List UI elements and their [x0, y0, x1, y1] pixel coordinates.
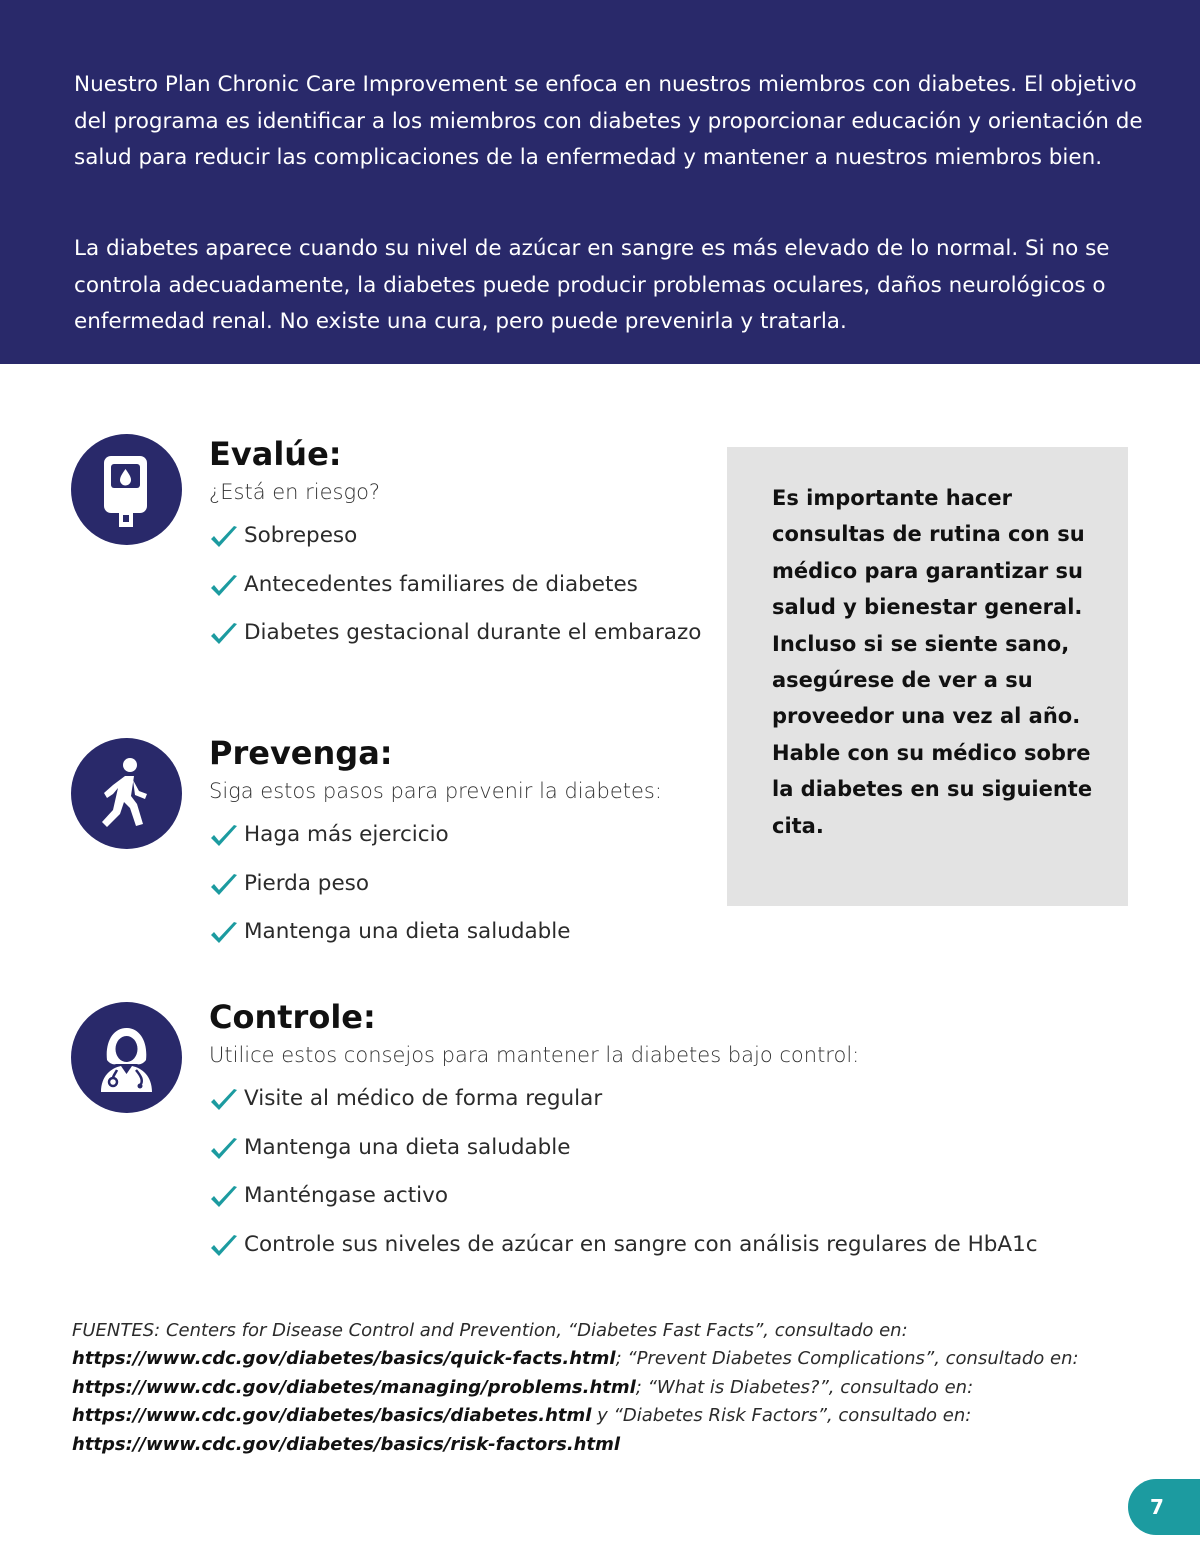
sources-prefix: FUENTES: Centers for Disease Control and Prevention, “Diabetes Fast Facts”, consultado en:: [72, 1320, 908, 1341]
source-link[interactable]: https://www.cdc.gov/diabetes/basics/risk-factors.html: [72, 1433, 621, 1455]
list-item-label: Manténgase activo: [244, 1183, 448, 1208]
glucose-meter-icon: [71, 434, 182, 545]
section-title: Evalúe:: [209, 435, 342, 473]
section-subtitle: ¿Está en riesgo?: [209, 480, 381, 504]
list-item: [209, 1075, 1089, 1124]
source-link[interactable]: https://www.cdc.gov/diabetes/managing/problems.html: [72, 1376, 636, 1398]
callout-box: [727, 447, 1128, 906]
checkmark-icon: [209, 823, 239, 849]
list-item-label: Haga más ejercicio: [244, 822, 449, 847]
source-link[interactable]: https://www.cdc.gov/diabetes/basics/quick-facts.html: [72, 1348, 616, 1370]
checkmark-icon: [209, 573, 239, 599]
list-item-label: Antecedentes familiares de diabetes: [244, 571, 638, 597]
checkmark-icon: [209, 621, 239, 647]
checkmark-icon: [209, 1136, 239, 1162]
intro-paragraph-1: Nuestro Plan Chronic Care Improvement se enfoca en nuestros miembros con diabetes. El objetivo del programa es identificar a los miembros con diabetes y proporcionar educación y orientación de salud para reducir las complicaciones de la enfermedad y mantener a nuestros miembros bien.: [74, 72, 1143, 170]
section-subtitle: Utilice estos consejos para mantener la diabetes bajo control:: [209, 1043, 860, 1067]
checklist: [209, 1075, 1089, 1269]
sources-note: [72, 1317, 1122, 1459]
sources-text: ; “Prevent Diabetes Complications”, consultado en:: [615, 1348, 1079, 1370]
list-item: [209, 908, 1089, 957]
doctor-icon: [71, 1002, 182, 1113]
list-item-label: Visite al médico de forma regular: [244, 1086, 603, 1111]
sources-text: y “Diabetes Risk Factors”, consultado en:: [591, 1405, 972, 1427]
list-item-label: Diabetes gestacional durante el embarazo: [244, 620, 702, 645]
section-title: Controle:: [209, 998, 376, 1036]
sources-text: ; “What is Diabetes?”, consultado en:: [635, 1376, 974, 1398]
walking-person-icon: [71, 738, 182, 849]
intro-paragraph-2: La diabetes aparece cuando su nivel de azúcar en sangre es más elevado de lo normal. Si no se controla adecuadamente, la diabetes puede producir problemas oculares, daños neurológicos o enfermedad renal. No existe una cura, pero puede prevenirla y tratarla.: [74, 236, 1110, 334]
checkmark-icon: [209, 920, 239, 946]
list-item-label: Sobrepeso: [244, 523, 358, 548]
section-title: Prevenga:: [209, 734, 393, 772]
source-link[interactable]: https://www.cdc.gov/diabetes/basics/diabetes.html: [72, 1405, 592, 1427]
checkmark-icon: [209, 1087, 239, 1113]
list-item: [209, 1172, 1089, 1221]
section-subtitle: Siga estos pasos para prevenir la diabetes:: [209, 779, 662, 803]
list-item-label: Pierda peso: [244, 870, 370, 896]
list-item: [209, 1124, 1089, 1173]
list-item-label: Mantenga una dieta saludable: [244, 1134, 571, 1160]
checkmark-icon: [209, 872, 239, 898]
callout-text: Es importante hacer consultas de rutina con su médico para garantizar su salud y bienestar general. Incluso si se siente sano, asegúrese de ver a su proveedor una vez al año. Hable con su médico sobre la diabetes en su siguiente cita.: [772, 486, 1093, 838]
list-item: [209, 1221, 1089, 1270]
list-item-label: Mantenga una dieta saludable: [244, 919, 571, 944]
checkmark-icon: [209, 524, 239, 550]
checkmark-icon: [209, 1184, 239, 1210]
page-number: 7: [1128, 1479, 1200, 1535]
intro-banner: [0, 0, 1200, 364]
control-section: [209, 997, 1089, 1269]
list-item-label: Controle sus niveles de azúcar en sangre con análisis regulares de HbA1c: [244, 1231, 1038, 1257]
checkmark-icon: [209, 1233, 239, 1259]
